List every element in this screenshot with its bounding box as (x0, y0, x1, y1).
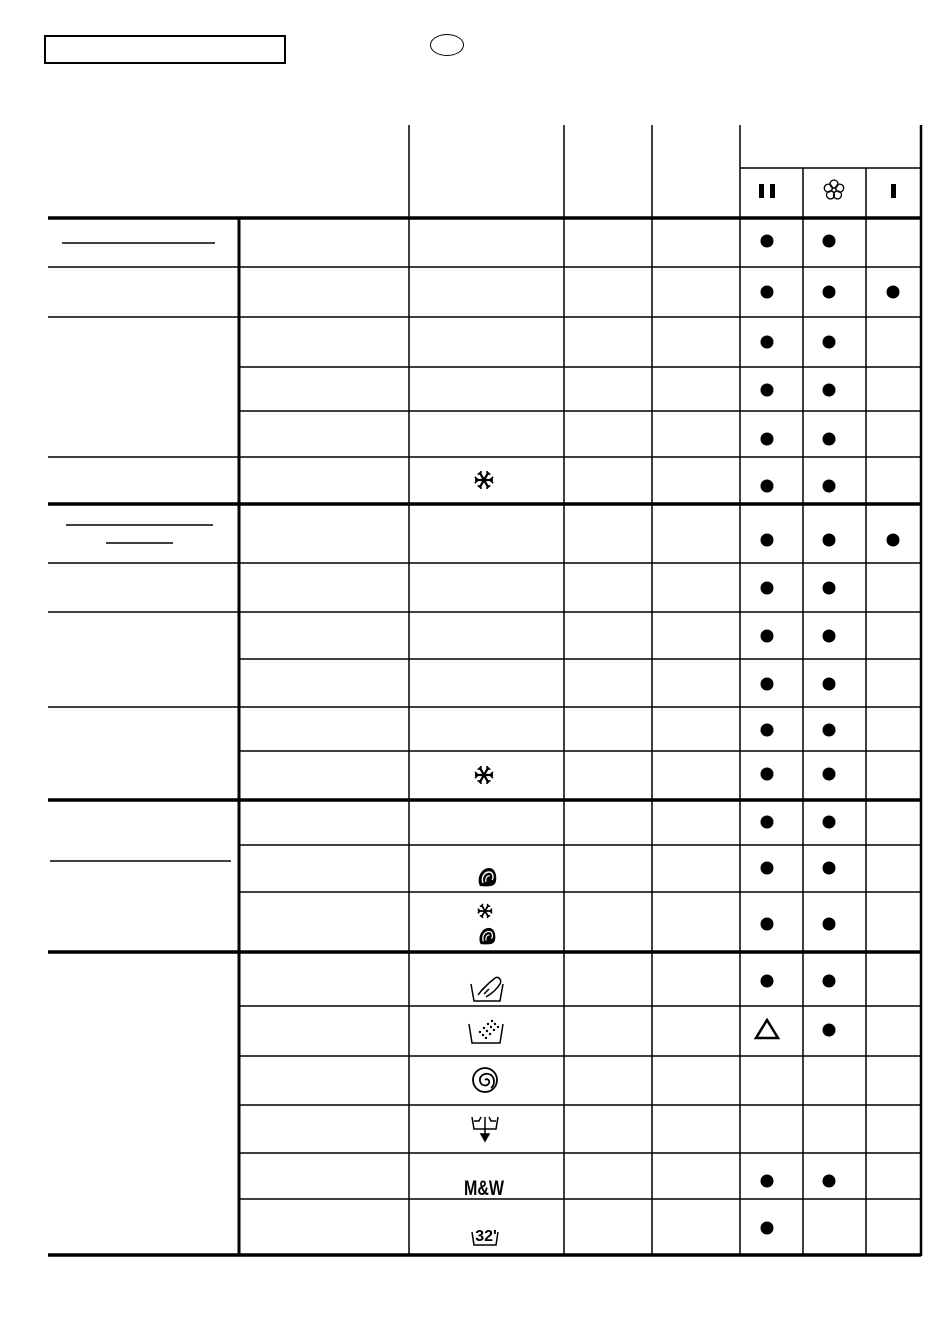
dot-marker (823, 286, 836, 299)
snowflake-icon (475, 471, 493, 489)
dot-marker (761, 678, 774, 691)
dot-marker (761, 384, 774, 397)
snowflake-wool-icon (478, 904, 496, 945)
dot-marker (761, 336, 774, 349)
dot-marker (823, 1175, 836, 1188)
dot-marker (761, 724, 774, 737)
dot-marker (761, 862, 774, 875)
dot-marker (823, 816, 836, 829)
dot-marker (823, 384, 836, 397)
snowflake-icon (475, 766, 493, 784)
dot-marker (823, 975, 836, 988)
mw-label: M&W (464, 1177, 505, 1200)
dot-marker (761, 433, 774, 446)
dot-marker (761, 630, 774, 643)
dot-marker (823, 336, 836, 349)
spin-icon (473, 1068, 497, 1092)
svg-text:32': 32' (475, 1228, 497, 1245)
dot-marker (823, 630, 836, 643)
start-icon (891, 184, 896, 198)
dot-marker (761, 534, 774, 547)
flower-icon (824, 180, 843, 199)
dot-marker (761, 235, 774, 248)
dot-marker (823, 768, 836, 781)
dot-marker (761, 480, 774, 493)
dot-marker (761, 816, 774, 829)
dot-marker (823, 480, 836, 493)
dot-marker (887, 286, 900, 299)
dot-marker (823, 1024, 836, 1037)
dot-marker (823, 582, 836, 595)
dot-marker (761, 286, 774, 299)
dot-marker (823, 918, 836, 931)
dot-marker (823, 534, 836, 547)
dot-marker (761, 918, 774, 931)
drain-icon (472, 1117, 498, 1141)
dot-marker (761, 975, 774, 988)
dot-marker (761, 582, 774, 595)
pause-icon (759, 184, 775, 198)
dot-marker (887, 534, 900, 547)
dot-marker (823, 433, 836, 446)
dot-marker (761, 1222, 774, 1235)
dot-marker (761, 768, 774, 781)
dot-marker (761, 1175, 774, 1188)
dot-marker (823, 235, 836, 248)
dot-marker (823, 678, 836, 691)
wool-icon (479, 868, 497, 886)
triangle-marker (756, 1020, 778, 1038)
quick32-icon (472, 1228, 498, 1245)
rinse-icon (469, 1020, 503, 1043)
dot-marker (823, 862, 836, 875)
handwash-icon (471, 977, 503, 1001)
dot-marker (823, 724, 836, 737)
